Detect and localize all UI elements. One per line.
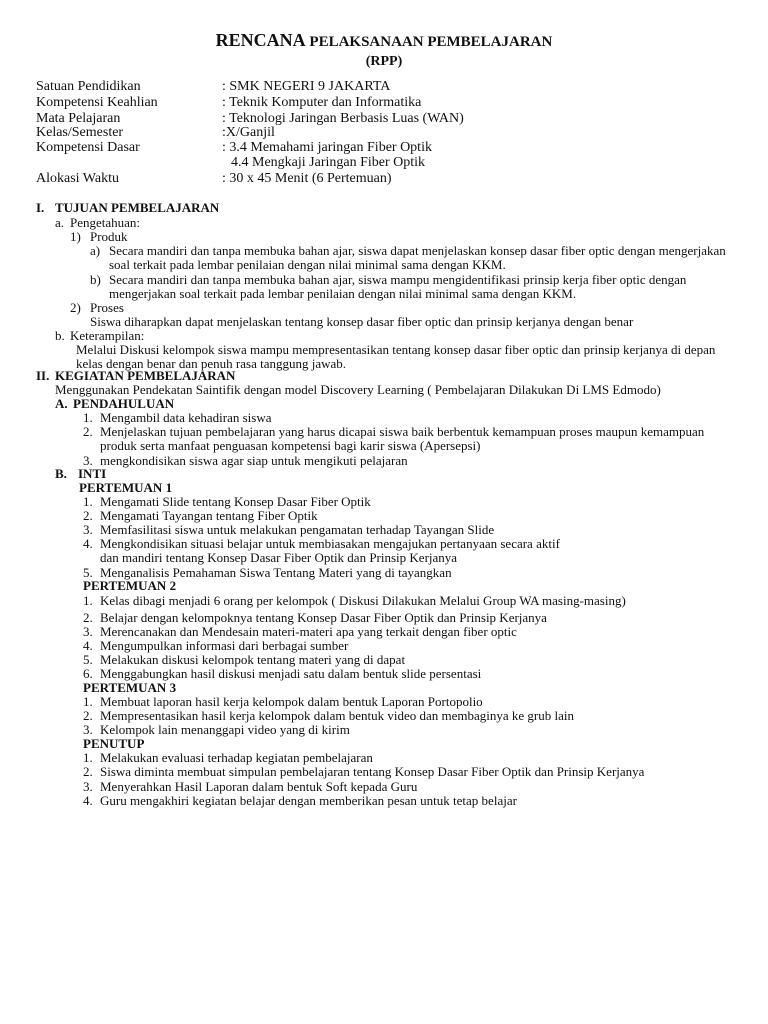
list-item: Produk [90, 229, 128, 244]
paragraph: Melalui Diskusi kelompok siswa mampu mempresentasikan tentang konsep dasar fiber optic dan prinsip kerjanya di depan [76, 342, 716, 357]
list-number: 4. [83, 793, 93, 808]
title-first-word: RENCANA [215, 30, 306, 50]
identity-label: Kompetensi Keahlian [36, 95, 158, 110]
list-item-cont: mengerjakan soal terkait pada lembar penilaian dengan nilai minimal sama dengan KKM. [109, 286, 577, 301]
meeting-heading: PERTEMUAN 1 [79, 480, 173, 495]
list-number: 2. [83, 424, 93, 439]
section-heading: KEGIATAN PEMBELAJARAN [55, 368, 236, 383]
list-item-cont: dan mandiri tentang Konsep Dasar Fiber Optik dan Prinsip Kerjanya [100, 550, 458, 565]
list-item: Menggabungkan hasil diskusi menjadi satu dalam bentuk slide persentasi [100, 666, 482, 681]
list-item: Menjelaskan tujuan pembelajaran yang harus dicapai siswa baik berbentuk kemampuan proses maupun kemampuan [100, 424, 705, 439]
list-item: Belajar dengan kelompoknya tentang Konsep Dasar Fiber Optik dan Prinsip Kerjanya [100, 610, 547, 625]
section-number: I. [36, 200, 45, 215]
list-label: a) [90, 243, 101, 258]
list-number: 4. [83, 638, 93, 653]
list-number: 1. [83, 694, 93, 709]
list-number: 4. [83, 536, 93, 551]
identity-value: : Teknik Komputer dan Informatika [222, 95, 422, 110]
list-item: mengkondisikan siswa agar siap untuk mengikuti pelajaran [100, 453, 408, 468]
section-heading: TUJUAN PEMBELAJARAN [55, 200, 220, 215]
paragraph-cont: kelas dengan benar dan penuh rasa tanggung jawab. [76, 356, 347, 371]
list-item-cont: soal terkait pada lembar penilaian dengan nilai minimal sama dengan KKM. [109, 257, 506, 272]
list-label: b) [90, 272, 101, 287]
subsection-label: B. [55, 466, 67, 481]
list-number: 5. [83, 565, 93, 580]
identity-label: Mata Pelajaran [36, 111, 121, 126]
list-item: Pengetahuan: [70, 215, 141, 230]
list-item: Mengamati Slide tentang Konsep Dasar Fiber Optik [100, 494, 371, 509]
section-number: II. [36, 368, 50, 383]
list-number: 3. [83, 779, 93, 794]
identity-label: Kompetensi Dasar [36, 140, 140, 155]
list-number: 2. [83, 764, 93, 779]
list-item: Mengambil data kehadiran siswa [100, 410, 272, 425]
title-rest: PELAKSANAAN PEMBELAJARAN [309, 34, 553, 50]
list-item: Mengkondisikan situasi belajar untuk membiasakan mengajukan pertanyaan secara aktif [100, 536, 560, 551]
list-item: Memfasilitasi siswa untuk melakukan pengamatan terhadap Tayangan Slide [100, 522, 495, 537]
paragraph: Menggunakan Pendekatan Saintifik dengan model Discovery Learning ( Pembelajaran Dilakukan Di LMS Edmodo) [55, 382, 661, 397]
identity-value: : 3.4 Memahami jaringan Fiber Optik [222, 140, 432, 155]
identity-value: : SMK NEGERI 9 JAKARTA [222, 79, 391, 94]
list-number: 3. [83, 453, 93, 468]
list-number: 1. [83, 750, 93, 765]
meeting-heading: PERTEMUAN 2 [83, 578, 177, 593]
page-title [0, 30, 768, 51]
list-item: Kelompok lain menanggapi video yang di kirim [100, 722, 350, 737]
list-item: Kelas dibagi menjadi 6 orang per kelompok ( Diskusi Dilakukan Melalui Group WA masing-masing) [100, 593, 626, 608]
list-item-cont: produk serta manfaat penguasan kompetensi bagi karir siswa (Apersepsi) [100, 438, 481, 453]
list-number: 1. [83, 494, 93, 509]
list-item: Guru mengakhiri kegiatan belajar dengan memberikan pesan untuk tetap belajar [100, 793, 517, 808]
list-number: 3. [83, 624, 93, 639]
list-label: 1) [70, 229, 81, 244]
list-item: Keterampilan: [70, 328, 145, 343]
list-label: 2) [70, 300, 81, 315]
list-item: Merencanakan dan Mendesain materi-materi apa yang terkait dengan fiber optic [100, 624, 517, 639]
meeting-heading: PERTEMUAN 3 [83, 680, 177, 695]
list-label: a. [55, 215, 65, 230]
subsection-heading: PENDAHULUAN [73, 396, 175, 411]
list-number: 2. [83, 610, 93, 625]
list-item: Melakukan diskusi kelompok tentang materi yang di dapat [100, 652, 406, 667]
identity-value: : 30 x 45 Menit (6 Pertemuan) [222, 171, 392, 186]
list-item: Melakukan evaluasi terhadap kegiatan pembelajaran [100, 750, 373, 765]
list-number: 3. [83, 522, 93, 537]
list-item: Menyerahkan Hasil Laporan dalam bentuk Soft kepada Guru [100, 779, 418, 794]
list-number: 2. [83, 708, 93, 723]
subsection-label: A. [55, 396, 68, 411]
list-item: Secara mandiri dan tanpa membuka bahan ajar, siswa mampu mengidentifikasi prinsip kerja fiber optic dengan [109, 272, 687, 287]
list-number: 6. [83, 666, 93, 681]
identity-label: Satuan Pendidikan [36, 79, 141, 94]
list-number: 3. [83, 722, 93, 737]
list-item: Proses [90, 300, 124, 315]
list-number: 1. [83, 593, 93, 608]
subsection-heading: INTI [78, 466, 107, 481]
identity-value: :X/Ganjil [222, 125, 275, 140]
list-item: Mengamati Tayangan tentang Fiber Optik [100, 508, 318, 523]
list-item: Mengumpulkan informasi dari berbagai sumber [100, 638, 349, 653]
list-item: Menganalisis Pemahaman Siswa Tentang Materi yang di tayangkan [100, 565, 452, 580]
list-number: 2. [83, 508, 93, 523]
meeting-heading: PENUTUP [83, 736, 145, 751]
page-subtitle: (RPP) [365, 54, 403, 69]
list-number: 5. [83, 652, 93, 667]
identity-value: 4.4 Mengkaji Jaringan Fiber Optik [231, 155, 426, 170]
list-item: Mempresentasikan hasil kerja kelompok dalam bentuk video dan membaginya ke grub lain [100, 708, 575, 723]
identity-label: Alokasi Waktu [36, 171, 119, 186]
identity-value: : Teknologi Jaringan Berbasis Luas (WAN) [222, 111, 464, 126]
paragraph: Siswa diharapkan dapat menjelaskan tentang konsep dasar fiber optic dan prinsip kerjanya dengan benar [90, 314, 634, 329]
identity-label: Kelas/Semester [36, 125, 124, 140]
list-label: b. [55, 328, 65, 343]
list-item: Membuat laporan hasil kerja kelompok dalam bentuk Laporan Portopolio [100, 694, 483, 709]
list-item: Secara mandiri dan tanpa membuka bahan ajar, siswa dapat menjelaskan konsep dasar fiber optic dengan mengerjakan [109, 243, 726, 258]
list-item: Siswa diminta membuat simpulan pembelajaran tentang Konsep Dasar Fiber Optik dan Prinsip Kerjanya [100, 764, 645, 779]
list-number: 1. [83, 410, 93, 425]
